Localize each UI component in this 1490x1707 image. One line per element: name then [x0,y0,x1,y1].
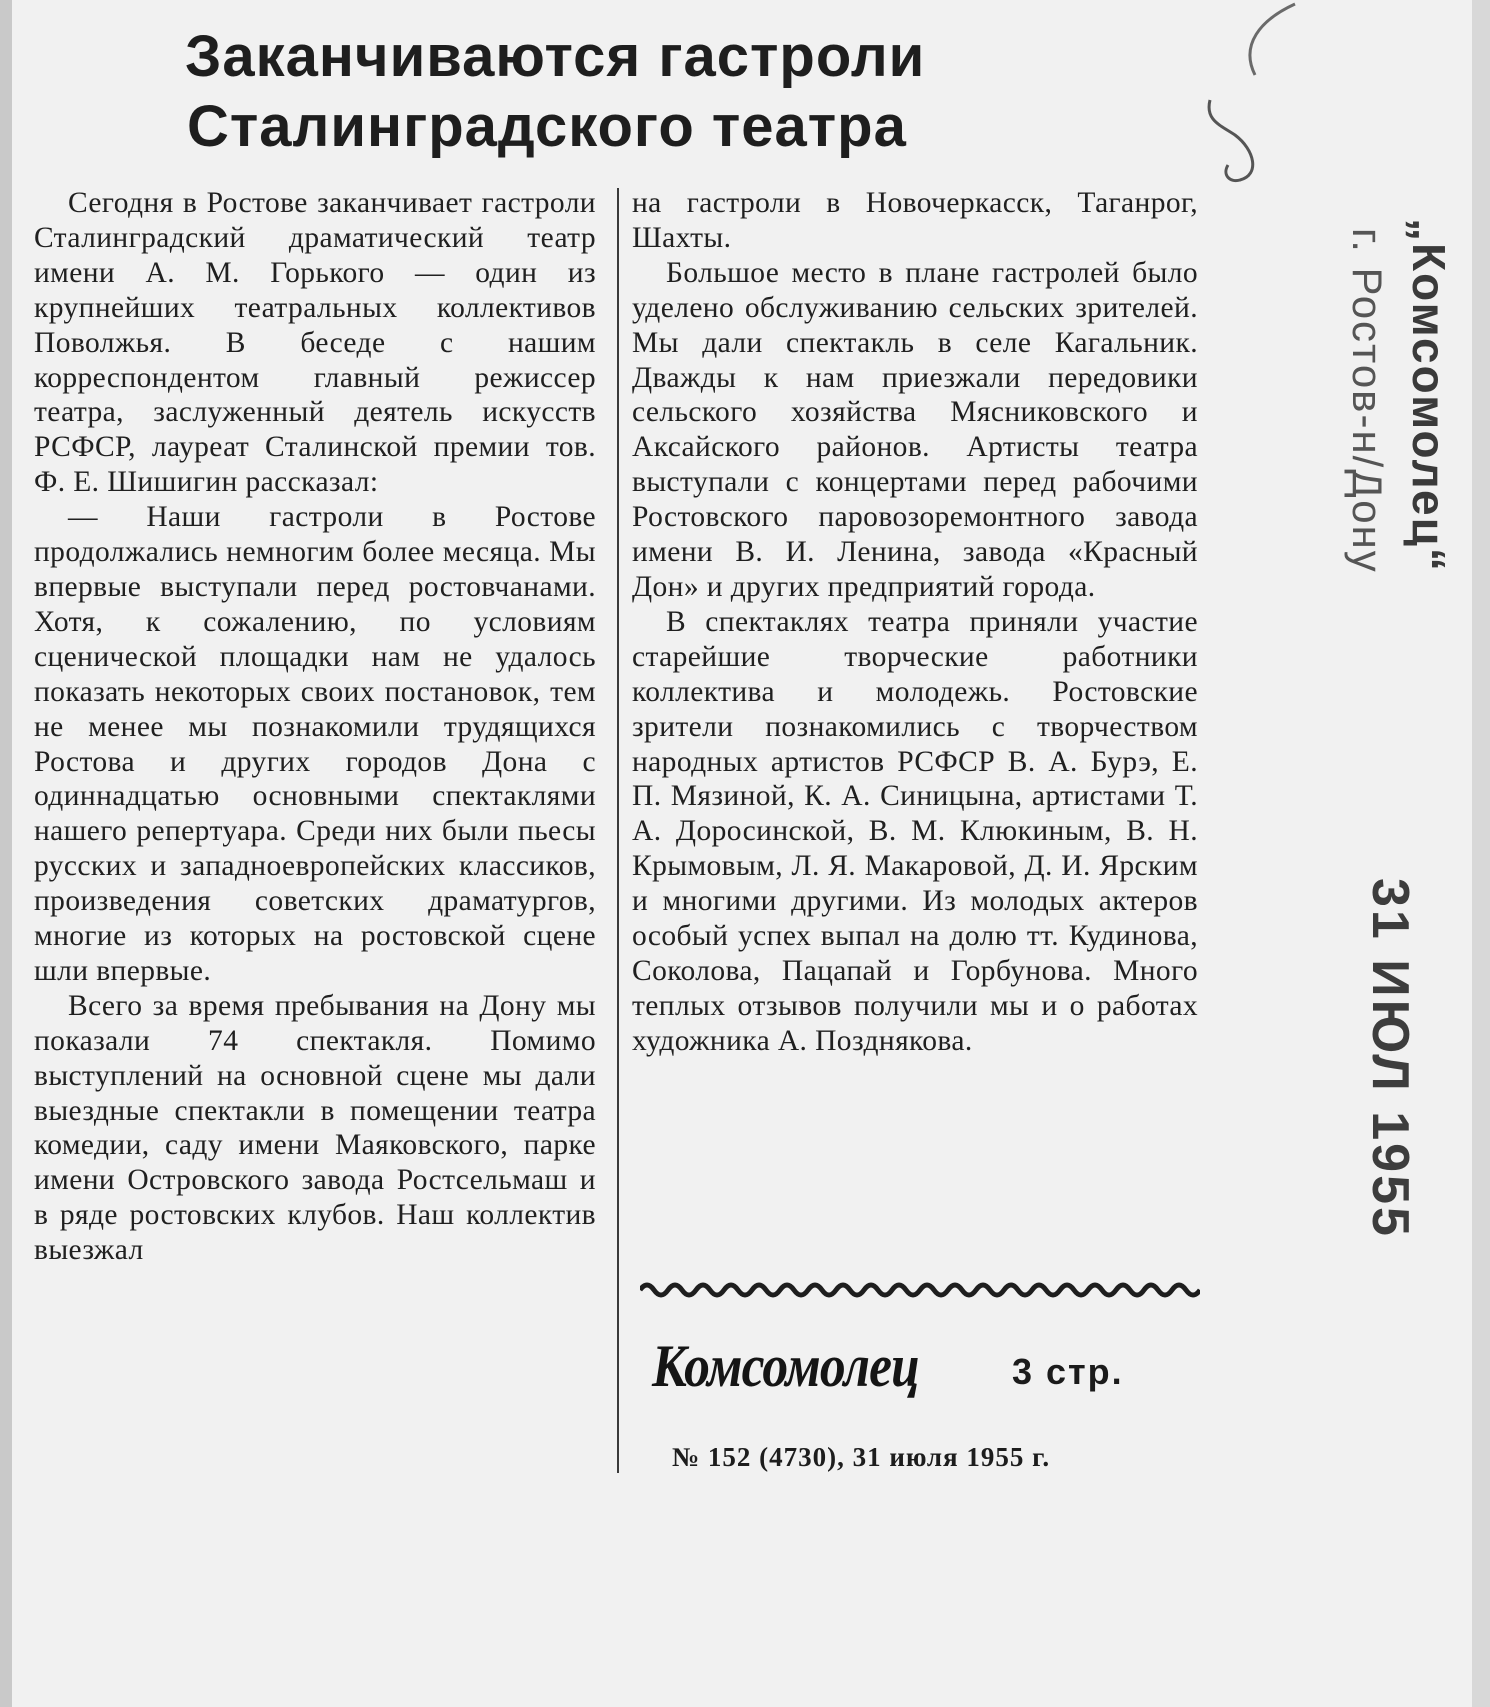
pencil-mark-icon [1200,0,1310,210]
issue-line: № 152 (4730), 31 июля 1955 г. [672,1442,1051,1472]
newspaper-masthead: Комсомолец [652,1333,920,1399]
wavy-rule [640,1278,1200,1302]
article-column-right [632,186,1198,1059]
page-number: 3 стр. [1012,1351,1124,1392]
paragraph: — Наши гастроли в Ростове продолжались немногим более месяца. Мы впервые выступали перед ростовчанами. Хотя, к сожалению, по условиям сценической площадки нам не удалось показать некоторых своих постановок, тем не менее мы познакомили трудящихся Ростова и других городов Дона с одиннадцатью основными спектаклями нашего репертуара. Среди них были пьесы русских и западноевропейских классиков, произведения советских драматургов, многие из которых на ростовской сцене шли впервые. [34,501,596,987]
paragraph: Большое место в плане гастролей было уделено обслуживанию сельских зрителей. Мы дали спектакль в селе Кагальник. Дважды к нам приезжали передовики сельского хозяйства Мясниковского и Аксайского районов. Артисты театра выступали с концертами перед рабочими Ростовского паровозоремонтного завода имени В. И. Ленина, завода «Красный Дон» и других предприятий города. [632,256,1198,603]
page-edge-left [0,0,12,1707]
archive-stamp-paper: „Комсомолец“ [1403,218,1455,573]
column-divider [617,188,619,1473]
article-column-left [34,186,596,1268]
headline-line-2: Сталинградского театра [187,94,907,159]
paragraph: В спектаклях театра приняли участие старейшие творческие работники коллектива и молодежь. Ростовские зрители познакомились с творчеством народных артистов РСФСР В. А. Бурэ, Е. П. Мязиной, К. А. Синицына, артистами Т. А. Доросинской, В. М. Клюкиным, В. Н. Крымовым, Л. Я. Макаровой, Д. И. Ярским и многими другими. Из молодых актеров особый успех выпал на долю тт. Кудинова, Соколова, Пацапай и Горбунова. Много теплых отзывов получили мы и о работах художника А. Позднякова. [632,605,1198,1057]
paragraph: на гастроли в Новочеркасск, Таганрог, Шахты. [632,187,1198,254]
headline-line-1: Заканчиваются гастроли [185,24,926,89]
archive-stamp-city: г. Ростов-н/Дону [1344,228,1391,574]
paragraph: Всего за время пребывания на Дону мы показали 74 спектакля. Помимо выступлений на основной сцене мы дали выездные спектакли в помещении театра комедии, саду имени Маяковского, парке имени Островского завода Ростсельмаш и в ряде ростовских клубов. Наш коллектив выезжал [34,989,596,1267]
paragraph: Сегодня в Ростове заканчивает гастроли Сталинградский драматический театр имени А. М. Горького — один из крупнейших театральных коллективов Поволжья. В беседе с нашим корреспондентом главный режиссер театра, заслуженный деятель искусств РСФСР, лауреат Сталинской премии тов. Ф. Е. Шишигин рассказал: [34,187,596,499]
archive-stamp-date: 31 ИЮЛ 1955 [1361,878,1419,1239]
article-headline [185,22,1085,162]
page-edge-right [1472,0,1490,1707]
